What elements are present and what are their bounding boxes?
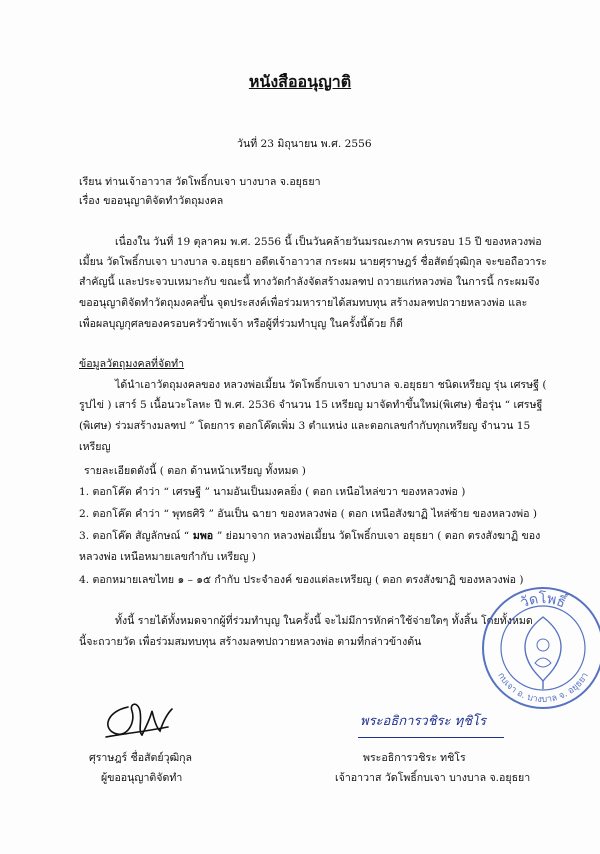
right-signature: พระอธิการวชิระ ทฺชิโร	[360, 714, 487, 729]
intro-line: เมี้ยน วัดโพธิ์กบเจา บางบาล จ.อยุธยา อดีตเจ้าอาวาส กระผม นายศุราษฎร์ ชื่อสัตย์วุฒิกุล จะขอถือวาระ	[79, 256, 547, 268]
intro-line: เพื่อผลบุญกุศลของครอบครัวข้าพเจ้า หรือผู้ที่ร่วมทำบุญ ในครั้งนี้ด้วย ก็ดี	[79, 318, 403, 330]
intro-line: เนื่องใน วันที่ 19 ตุลาคม พ.ศ. 2556 นี้ เป็นวันคล้ายวันมรณะภาพ ครบรอบ 15 ปี ของหลวงพ่อ	[115, 236, 542, 248]
intro-line: สำคัญนี้ และประจวบเหมาะกับ ขณะนี้ ทางวัดกำลังจัดสร้างมลฑป ถวายแก่หลวงพ่อ ในการนี้ กระผมจึง	[79, 276, 540, 288]
closing-line: ทั้งนี้ รายได้ทั้งหมดจากผู้ที่ร่วมทำบุญ ในครั้งนี้ จะไม่มีการหักค่าใช้จ่ายใดๆ ทั้งสิ้น โดยทั้งหมด	[115, 615, 533, 627]
closing-line: นี้จะถวายวัด เพื่อร่วมสมทบทุน สร้างมลฑปถวายหลวงพ่อ ตามที่กล่าวข้างต้น	[79, 636, 422, 648]
subject-line: เรื่อง ขออนุญาติจัดทำวัตถุมงคล	[79, 195, 224, 207]
right-signer-name: พระอธิการวชิระ ทชิโร	[363, 752, 466, 764]
left-signer-name: ศุราษฎร์ ชื่อสัตย์วุฒิกุล	[89, 752, 193, 764]
list-item-4: 4. ตอกหมายเลขไทย ๑ – ๑๕ กำกับ ประจำองค์ ของแต่ละเหรียญ ( ตอก ตรงสังฆาฏิ ของหลวงพ่อ )	[79, 574, 524, 586]
list-item-2: 2. ตอกโค๊ต คำว่า “ พุทธศิริ ” อันเป็น ฉายา ของหลวงพ่อ ( ตอก เหนือสังฆาฏิ ไหล่ซ้าย ของหลวงพ่อ )	[79, 508, 537, 520]
stamp-bottom-text: กบเจา อ. บางบาล จ. อยุธยา	[495, 671, 591, 706]
list-item-3-symbol: มพอ	[189, 530, 217, 542]
list-intro: รายละเอียดดังนี้ ( ตอก ด้านหน้าเหรียญ ทั้งหมด )	[84, 465, 306, 477]
right-signer-role: เจ้าอาวาส วัดโพธิ์กบเจา บางบาล จ.อยุธยา	[335, 772, 531, 784]
list-item-3-suffix: ” ย่อมาจาก หลวงพ่อเมี้ยน วัดโพธิ์กบเจา อยุธยา ( ตอก ตรงสังฆาฏิ ของ	[216, 530, 541, 542]
left-signer-role: ผู้ขออนุญาติจัดทำ	[101, 772, 183, 784]
section-heading: ข้อมูลวัตถุมงคลที่จัดทำ	[79, 358, 185, 370]
detail-line: เหรียญ	[79, 441, 111, 453]
addressee-line: เรียน ท่านเจ้าอาวาส วัดโพธิ์กบเจา บางบาล จ.อยุธยา	[79, 176, 321, 188]
detail-line: (พิเศษ) ร่วมสร้างมลฑป ” โดยการ ตอกโค๊ตเพิ่ม 3 ตำแหน่ง และตอกเลขกำกับทุกเหรียญ จำนวน 15	[79, 420, 531, 432]
list-item-1: 1. ตอกโค๊ต คำว่า “ เศรษฐี ” นามอันเป็นมงคลยิ่ง ( ตอก เหนือไหล่ขวา ของหลวงพ่อ )	[79, 486, 466, 498]
official-stamp	[478, 583, 600, 713]
signature-underline	[358, 737, 504, 738]
list-item-3-continuation: หลวงพ่อ เหนือหมายเลขกำกับ เหรียญ )	[79, 551, 256, 563]
stamp-top-text: วัดโพธิ์	[518, 590, 568, 612]
left-signature	[98, 697, 178, 745]
intro-line: ขออนุญาติจัดทำวัตถุมงคลขึ้น จุดประสงค์เพื่อร่วมหารายได้สมทบทุน สร้างมลฑปถวายหลวงพ่อ และ	[79, 297, 528, 309]
list-item-3	[79, 529, 540, 543]
document-date: วันที่ 23 มิถุนายน พ.ศ. 2556	[237, 138, 372, 150]
document-title: หนังสืออนุญาติ	[248, 72, 352, 91]
list-item-3-prefix: 3. ตอกโค๊ต สัญลักษณ์ “	[79, 530, 190, 542]
detail-line: รูปไข่ ) เสาร์ 5 เนื้อนวะโลหะ ปี พ.ศ. 2536 จำนวน 15 เหรียญ มาจัดทำขึ้นใหม่(พิเศษ) ชื่อรุ่น “ เศรษฐี	[79, 399, 543, 411]
detail-line: ได้นำเอาวัตถุมงคลของ หลวงพ่อเมี้ยน วัดโพธิ์กบเจา บางบาล จ.อยุธยา ชนิดเหรียญ รุ่น เศรษฐี (	[115, 379, 547, 391]
